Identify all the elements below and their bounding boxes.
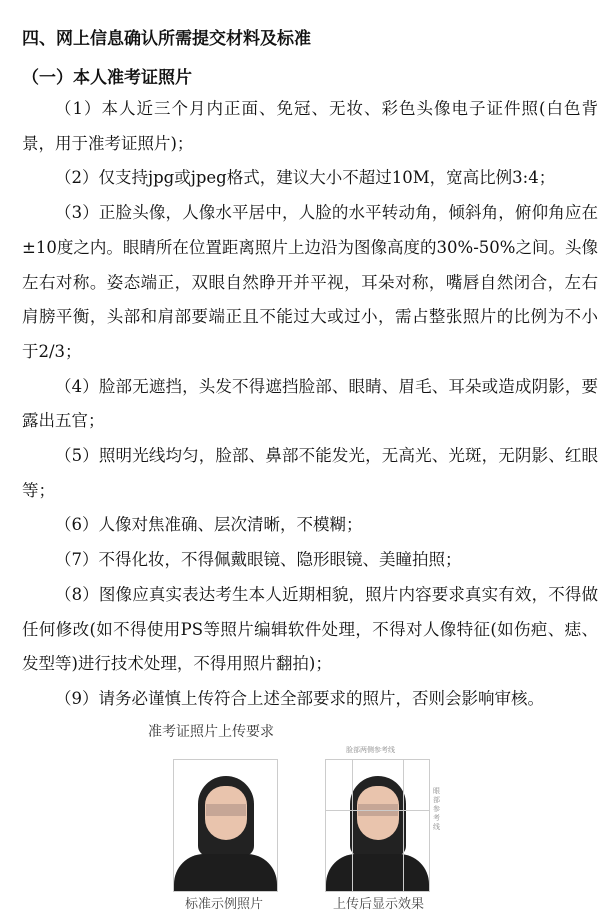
document [22,24,598,717]
section-heading: 四、网上信息确认所需提交材料及标准 [22,29,311,49]
requirement-2: （2）仅支持jpg或jpeg格式，建议大小不超过10M，宽高比例3:4； [55,168,556,188]
requirement-5: （5）照明光线均匀，脸部、鼻部不能发光，无高光、光斑，无阴影、红眼等； [22,446,598,500]
figure-title: 准考证照片上传要求 [148,724,274,740]
eye-guide-label: 眼部参考线 [433,787,440,831]
face-guide-label: 脸部两侧参考线 [346,746,395,754]
requirement-8: （8）图像应真实表达考生本人近期相貌，照片内容要求真实有效，不得做任何修改(如不得使用PS等照片编辑软件处理，不得对人像特征(如伤疤、痣、发型等)进行技术处理，不得用照片翻拍)； [22,584,598,674]
standard-example-caption: 标准示例照片 [185,897,264,912]
subsection-heading: （一）本人准考证照片 [22,68,192,88]
requirement-6: （6）人像对焦准确、层次清晰，不模糊； [55,515,363,535]
requirement-1: （1）本人近三个月内正面、免冠、无妆、彩色头像电子证件照(白色背景，用于准考证照片)； [22,99,598,153]
photo-requirements-figure [140,715,460,921]
upload-preview-photo [325,759,430,892]
requirement-3: （3）正脸头像，人像水平居中，人脸的水平转动角，倾斜角，俯仰角应在±10度之内。眼睛所在位置距离照片上边沿为图像高度的30%-50%之间。头像左右对称。姿态端正，双眼自然睁开并平视，耳朵对称，嘴唇自然闭合，左右肩膀平衡，头部和肩部要端正且不能过大或过小，需占整张照片的比例为不小于2/3； [22,203,598,361]
requirement-7: （7）不得化妆，不得佩戴眼镜、隐形眼镜、美瞳拍照； [55,550,462,570]
requirement-4: （4）脸部无遮挡，头发不得遮挡脸部、眼睛、眉毛、耳朵或造成阴影，要露出五官； [22,376,598,431]
upload-preview-caption: 上传后显示效果 [333,897,425,912]
requirement-9: （9）请务必谨慎上传符合上述全部要求的照片，否则会影响审核。 [55,688,544,708]
standard-example-photo [173,759,278,892]
